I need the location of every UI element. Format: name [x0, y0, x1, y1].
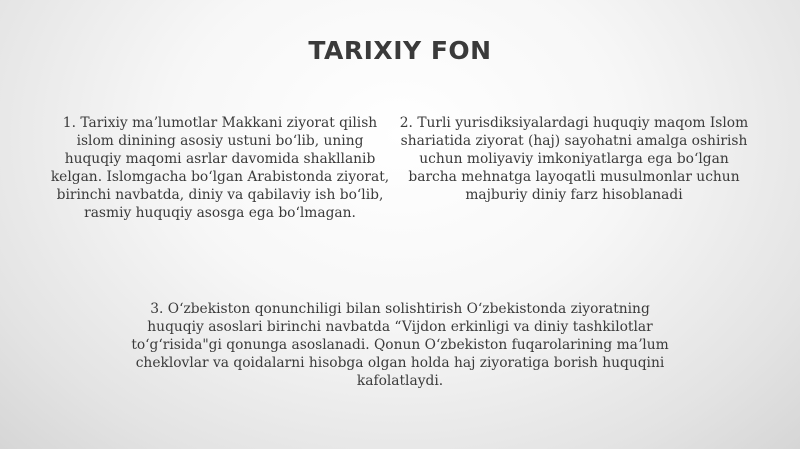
paragraph-historical-data: 1. Tarixiy maʼlumotlar Makkani ziyorat qilish islom dinining asosiy ustuni boʻlib, uning huquqiy maqomi asrlar davomida shakllanib kelgan. Islomgacha boʻlgan Arabistonda ziyorat, birinchi navbatda, diniy va qabilaviy ish boʻlib, rasmiy huquqiy asosga ega boʻlmagan. — [50, 115, 390, 221]
paragraph-legal-status: 2. Turli yurisdiksiyalardagi huquqiy maqom Islom shariatida ziyorat (haj) sayohatni amalga oshirish uchun moliyaviy imkoniyatlarga ega boʻlgan barcha mehnatga layoqatli musulmonlar uchun majburiy diniy farz hisoblanadi — [399, 115, 749, 203]
paragraph-uzbekistan-comparison: 3. Oʻzbekiston qonunchiligi bilan solishtirish Oʻzbekistonda ziyoratning huquqiy asoslari birinchi navbatda “Vijdon erkinligi va diniy tashkilotlar toʻgʻrisida"gi qonunga asoslanadi. Qonun Oʻzbekiston fuqarolarining maʼlum cheklovlar va qoidalarni hisobga olgan holda haj ziyoratiga borish huquqini kafolatlaydi. — [131, 301, 669, 389]
slide-title: TARIXIY FON — [308, 36, 492, 65]
